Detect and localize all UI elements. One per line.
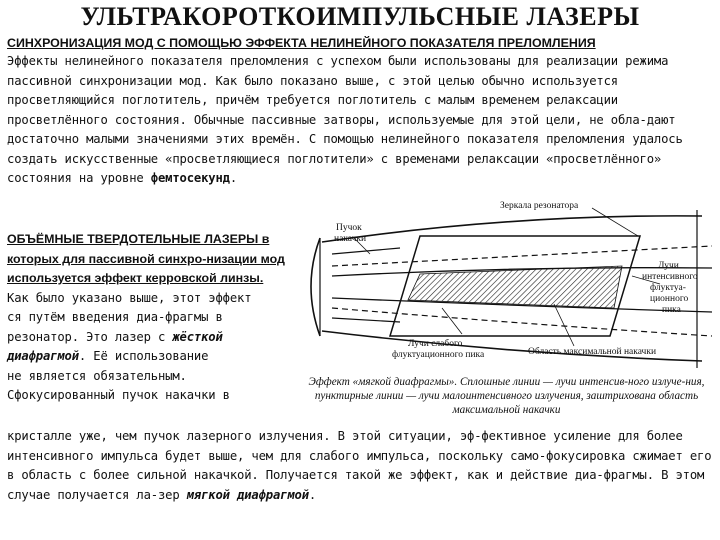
- lens: [311, 238, 320, 336]
- body-line: ся путём введения диа-фрагмы в: [7, 310, 223, 324]
- label-intense-5: пика: [662, 305, 681, 315]
- section-subtitle: СИНХРОНИЗАЦИЯ МОД С ПОМОЩЬЮ ЭФФЕКТА НЕЛИНЕЙНОГО ПОКАЗАТЕЛЯ ПРЕЛОМЛЕНИЯ: [7, 36, 596, 50]
- weak-ray-bottom: [332, 308, 712, 336]
- body-text: резонатор. Это лазер с: [7, 329, 173, 344]
- label-pump-2: накачки: [334, 234, 367, 244]
- max-pump-area: [408, 266, 622, 308]
- left-column: [7, 230, 297, 406]
- emphasis-aperture: диафрагмой: [7, 349, 79, 363]
- emphasis-soft-aperture: мягкой диафрагмой: [186, 487, 309, 502]
- label-pump-1: Пучок: [336, 223, 362, 233]
- body-line: [7, 328, 297, 348]
- label-area: Область максимальной накачки: [528, 347, 657, 357]
- body-line: Сфокусированный пучок накачки в: [7, 388, 230, 402]
- body-line: Как было указано выше, этот эффект: [7, 290, 252, 305]
- beam-envelope-top: [322, 216, 702, 242]
- page-title: УЛЬТРАКОРОТКОИМПУЛЬСНЫЕ ЛАЗЕРЫ: [80, 2, 640, 31]
- section-heading: ОБЪЁМНЫЕ ТВЕРДОТЕЛЬНЫЕ ЛАЗЕРЫ в которых для пассивной синхро-низации мод используется эффект керровской линзы.: [7, 232, 285, 285]
- pump-ray-top: [332, 248, 400, 254]
- label-mirror: Зеркала резонатора: [500, 201, 579, 211]
- intro-paragraph: [7, 52, 719, 189]
- intro-bold-word: фемтосекунд: [150, 171, 230, 185]
- soft-aperture-diagram: [292, 196, 720, 374]
- continuation-text: кристалле уже, чем пучок лазерного излучения. В этой ситуации, эф-фективное усиление для более интенсивного импульса будет выше, чем для слабого импульса, поскольку само-фокусировка сжимает его в область с более сильной накачкой. Получается такой же эффект, как и действие диа-фрагмы. В этом случае получается ла-зер: [7, 429, 712, 502]
- body-line: [7, 347, 297, 367]
- body-text: . Её использование: [78, 349, 209, 363]
- label-intense-2: интенсивного: [642, 272, 698, 282]
- emphasis-hard-aperture: жёсткой: [172, 329, 223, 344]
- label-weak-1: Лучи слабого: [408, 339, 463, 349]
- intro-end: .: [229, 171, 237, 185]
- continuation-paragraph: [7, 427, 719, 505]
- label-intense-1: Лучи: [658, 261, 679, 271]
- intro-text: Эффекты нелинейного показателя преломления с успехом были использованы для реализации режима пассивной синхронизации мод. Как было показано выше, с этой целью обычно используется просветляющийся поглотитель, причём требуется поглотитель с малым временем релаксации просветлённого состояния. Обычные пассивные затворы, используемые для этой цели, не обла-дают достаточно малыми значениями этих времён. С помощью нелинейного показателя преломления удалось создать искусственные «просветляющиеся поглотители» с временами релаксации «просветлённого» состояния на уровне: [7, 54, 683, 185]
- continuation-end: .: [308, 487, 317, 502]
- body-line: не является обязательным.: [7, 368, 187, 383]
- label-intense-3: флуктуа-: [650, 283, 686, 293]
- pump-ray-bottom: [332, 318, 400, 322]
- label-intense-4: ционного: [650, 294, 689, 304]
- figure-caption: Эффект «мягкой диафрагмы». Сплошные линии — лучи интенсив-ного излуче-ния, пунктирные линии — лучи малоинтенсивного излучения, заштрихована область максимальной накачки: [308, 376, 705, 416]
- label-weak-2: флуктуационного пика: [392, 350, 485, 360]
